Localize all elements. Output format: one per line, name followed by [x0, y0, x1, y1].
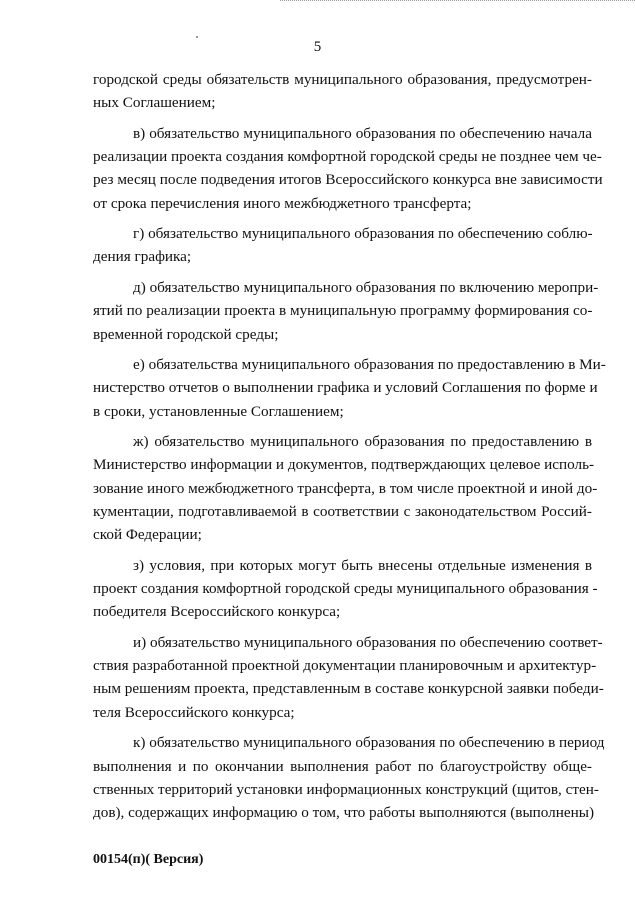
paragraph-z: [93, 554, 598, 624]
text-line: в сроки, установленные Соглашением;: [93, 402, 344, 420]
paragraph-i: [93, 631, 604, 724]
text-line: ской Федерации;: [93, 526, 202, 544]
text-line: и) обязательство муниципального образования по обеспечению соответ-: [133, 633, 603, 651]
paragraph-d: [93, 276, 599, 346]
paragraph-g: [93, 222, 592, 269]
text-line: ж) обязательство муниципального образования по предоставлению в: [133, 433, 592, 451]
scan-edge-rule: [280, 0, 635, 2]
text-line: реализации проекта создания комфортной городской среды не позднее чем че-: [93, 148, 602, 166]
text-line: рез месяц после подведения итогов Всероссийского конкурса вне зависимости: [93, 171, 603, 189]
text-line: Министерство информации и документов, подтверждающих целевое исполь-: [93, 456, 595, 474]
text-line: дения графика;: [93, 248, 192, 266]
text-line: победителя Всероссийского конкурса;: [93, 603, 341, 621]
text-line: к) обязательство муниципального образования по обеспечению в период: [133, 734, 605, 752]
text-line: е) обязательства муниципального образования по предоставлению в Ми-: [133, 356, 606, 374]
text-line: теля Всероссийского конкурса;: [93, 703, 295, 721]
text-line: нистерство отчетов о выполнении графика и условий Соглашения по форме и: [93, 379, 598, 397]
paragraph-intro: [93, 68, 592, 115]
text-line: проект создания комфортной городской среды муниципального образования -: [93, 580, 598, 598]
page-number: 5: [313, 39, 322, 55]
paragraph-zh: [93, 430, 598, 546]
text-line: г) обязательство муниципального образования по обеспечению соблю-: [133, 225, 593, 243]
text-line: ятий по реализации проекта в муниципальную программу формирования со-: [93, 302, 593, 320]
text-line: городской среды обязательств муниципального образования, предусмотрен-: [93, 71, 592, 88]
text-line: д) обязательство муниципального образования по включению меропри-: [133, 278, 599, 296]
text-line: ным решениям проекта, представленным в составе конкурсной заявки победи-: [93, 680, 604, 698]
document-body: [93, 68, 606, 832]
document-footer-code: 00154(п)( Версия): [93, 852, 204, 867]
text-line: ственных территорий установки информационных конструкций (щитов, стен-: [93, 780, 599, 798]
text-line: з) условия, при которых могут быть внесены отдельные изменения в: [133, 556, 592, 574]
text-line: дов), содержащих информацию о том, что работы выполняются (выполнены): [93, 804, 595, 822]
text-line: кументации, подготавливаемой в соответствии с законодательством Россий-: [93, 502, 592, 520]
text-line: в) обязательство муниципального образования по обеспечению начала: [133, 124, 592, 142]
paragraph-v: [93, 122, 603, 215]
text-line: зование иного межбюджетного трансферта, в том числе проектной и иной до-: [93, 479, 598, 497]
text-line: от срока перечисления иного межбюджетного трансферта;: [93, 194, 472, 212]
paragraph-e: [93, 353, 606, 423]
text-line: ных Соглашением;: [93, 94, 216, 112]
paragraph-k: [93, 731, 605, 824]
text-line: ствия разработанной проектной документации планировочным и архитектур-: [93, 657, 597, 675]
text-line: временной городской среды;: [93, 325, 279, 343]
text-line: выполнения и по окончании выполнения работ по благоустройству обще-: [93, 757, 592, 775]
